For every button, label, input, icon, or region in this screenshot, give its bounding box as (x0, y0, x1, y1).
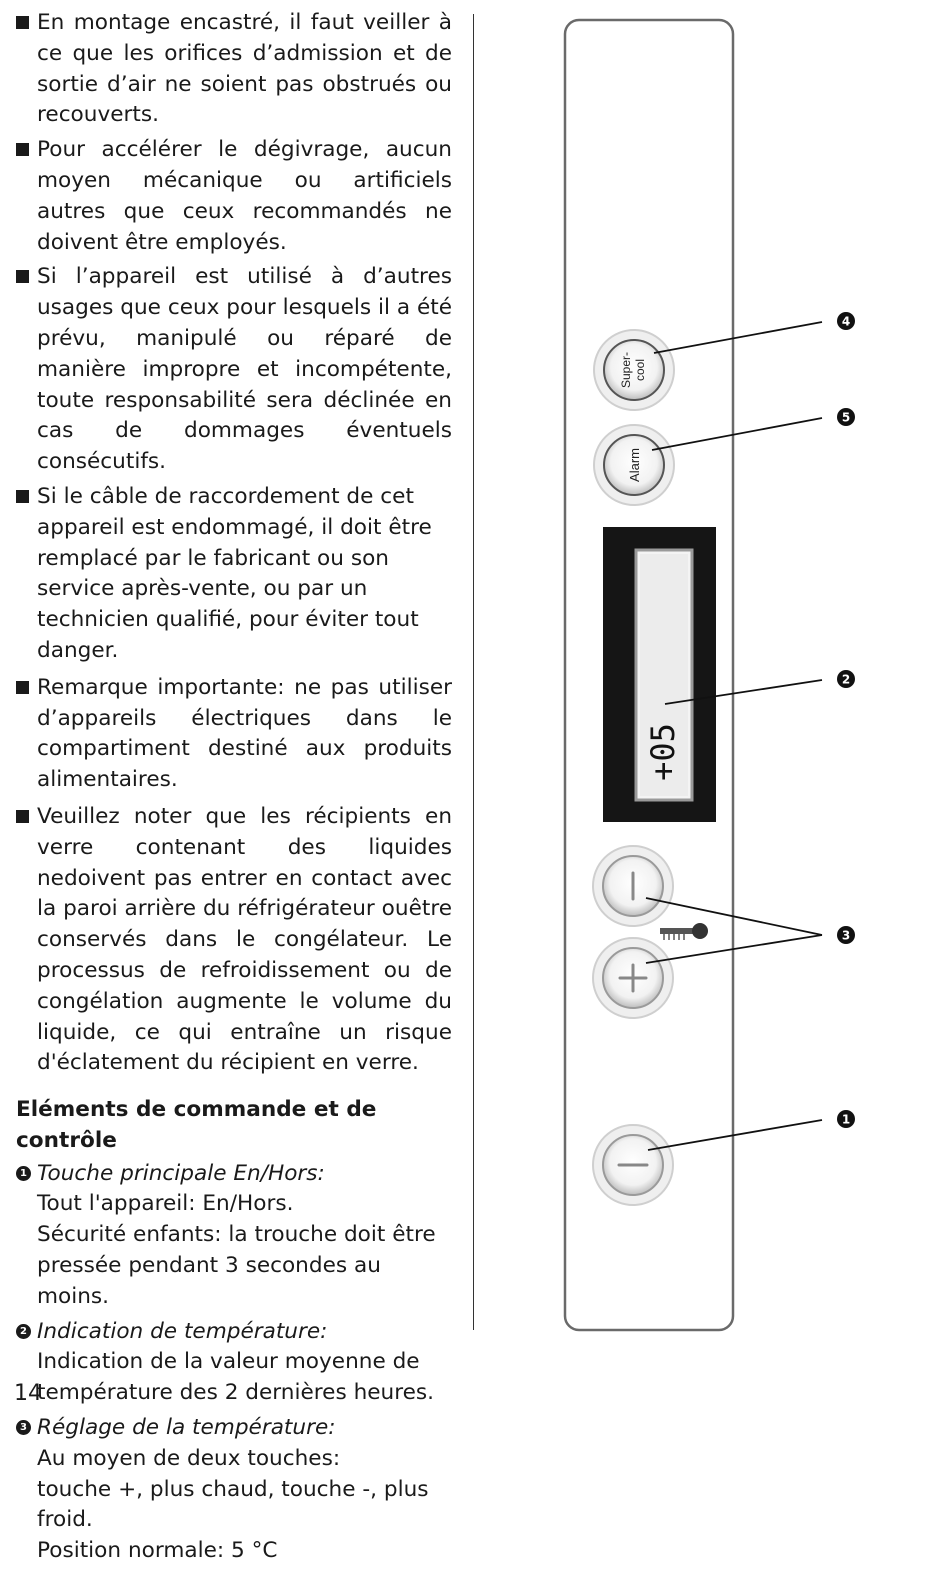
definition-item (16, 1317, 452, 1409)
bullet-text: Pour accélérer le dégivrage, aucun moyen mécanique ou artificiels autres que ceux recommandés ne doivent être employés. (37, 137, 452, 255)
square-bullet-icon (16, 143, 29, 156)
definition-line: Position normale: 5 °C (37, 1538, 278, 1564)
alarm-button[interactable] (594, 425, 674, 505)
temperature-display (603, 527, 716, 822)
bullet-item (16, 802, 452, 1079)
callout-marker-2 (837, 670, 855, 688)
number-marker-icon: 2 (16, 1324, 31, 1339)
definition-term: Touche principale En/Hors: (37, 1160, 325, 1186)
section-title: Eléments de commande et de contrôle (16, 1097, 377, 1153)
bullet-text: En montage encastré, il faut veiller à ce que les orifices d’admission et de sortie d’air ne soient pas obstrués ou recouverts. (37, 10, 452, 128)
column-divider (473, 14, 474, 1330)
bullet-item (16, 673, 452, 796)
supercool-label: cool (633, 358, 647, 382)
callout-marker-5 (837, 408, 855, 426)
bullet-item (16, 135, 452, 258)
bullet-text: Remarque importante: ne pas utiliser d’appareils électriques dans le compartiment destiné aux produits alimentaires. (37, 674, 452, 793)
square-bullet-icon (16, 270, 29, 283)
callout-number: 4 (841, 314, 851, 329)
number-marker-icon: 3 (16, 1420, 31, 1435)
bullet-item (16, 482, 452, 667)
definition-line: Indication de la valeur moyenne de température des 2 dernières heures. (37, 1349, 435, 1406)
definition-line: Sécurité enfants: la trouche doit être pressée pendant 3 secondes au moins. (37, 1222, 436, 1309)
definition-line: touche +, plus chaud, touche -, plus froid. (37, 1476, 429, 1533)
page-number: 14 (14, 1381, 42, 1406)
bullet-text: Si le câble de raccordement de cet appareil est endommagé, il doit être remplacé par le fabricant ou son service après-vente, ou par un technicien qualifié, pour éviter tout danger. (37, 483, 432, 663)
bullet-text: Si l’appareil est utilisé à d’autres usages que ceux pour lesquels il a été prévu, manipulé ou réparé de manière impropre et incompétente, toute responsabilité sera déclinée en cas de dommages éventuels consécutifs. (37, 264, 452, 475)
callout-marker-4 (837, 312, 855, 330)
square-bullet-icon (16, 810, 29, 823)
callout-number: 2 (841, 672, 851, 687)
callout-number: 1 (841, 1112, 851, 1127)
power-button[interactable] (593, 1125, 673, 1205)
square-bullet-icon (16, 490, 29, 503)
plus-button[interactable] (593, 938, 673, 1018)
supercool-button[interactable] (594, 330, 674, 410)
callout-marker-3 (837, 926, 855, 944)
callout-number: 5 (841, 410, 851, 425)
definition-item (16, 1159, 452, 1313)
bullet-text: Veuillez noter que les récipients en verre contenant des liquides nedoivent pas entrer en contact avec la paroi arrière du réfrigérateur ouêtre conservés dans le congélateur. Le processus de refroidissement ou de congélation augmente le volume du liquide, ce qui entraîne un risque d'éclatement du récipient en verre. (37, 803, 453, 1076)
number-marker-icon: 1 (16, 1166, 31, 1181)
square-bullet-icon (16, 681, 29, 694)
display-value: +05 (644, 723, 682, 781)
control-panel-figure (540, 10, 940, 1350)
callout-number: 3 (841, 928, 851, 943)
callout-marker-1 (837, 1110, 855, 1128)
main-text-column (16, 8, 452, 1571)
definition-item (16, 1413, 452, 1567)
square-bullet-icon (16, 16, 29, 29)
definition-line: Au moyen de deux touches: (37, 1445, 341, 1471)
definition-term: Indication de température: (37, 1318, 328, 1344)
temperature-button-upper[interactable] (593, 846, 673, 926)
supercool-label: Super- (619, 351, 633, 389)
definition-line: Tout l'appareil: En/Hors. (37, 1191, 294, 1217)
bullet-item (16, 8, 452, 131)
definition-term: Réglage de la température: (37, 1415, 336, 1441)
bullet-item (16, 262, 452, 478)
control-panel-svg (540, 10, 940, 1350)
alarm-label: Alarm (627, 448, 642, 482)
